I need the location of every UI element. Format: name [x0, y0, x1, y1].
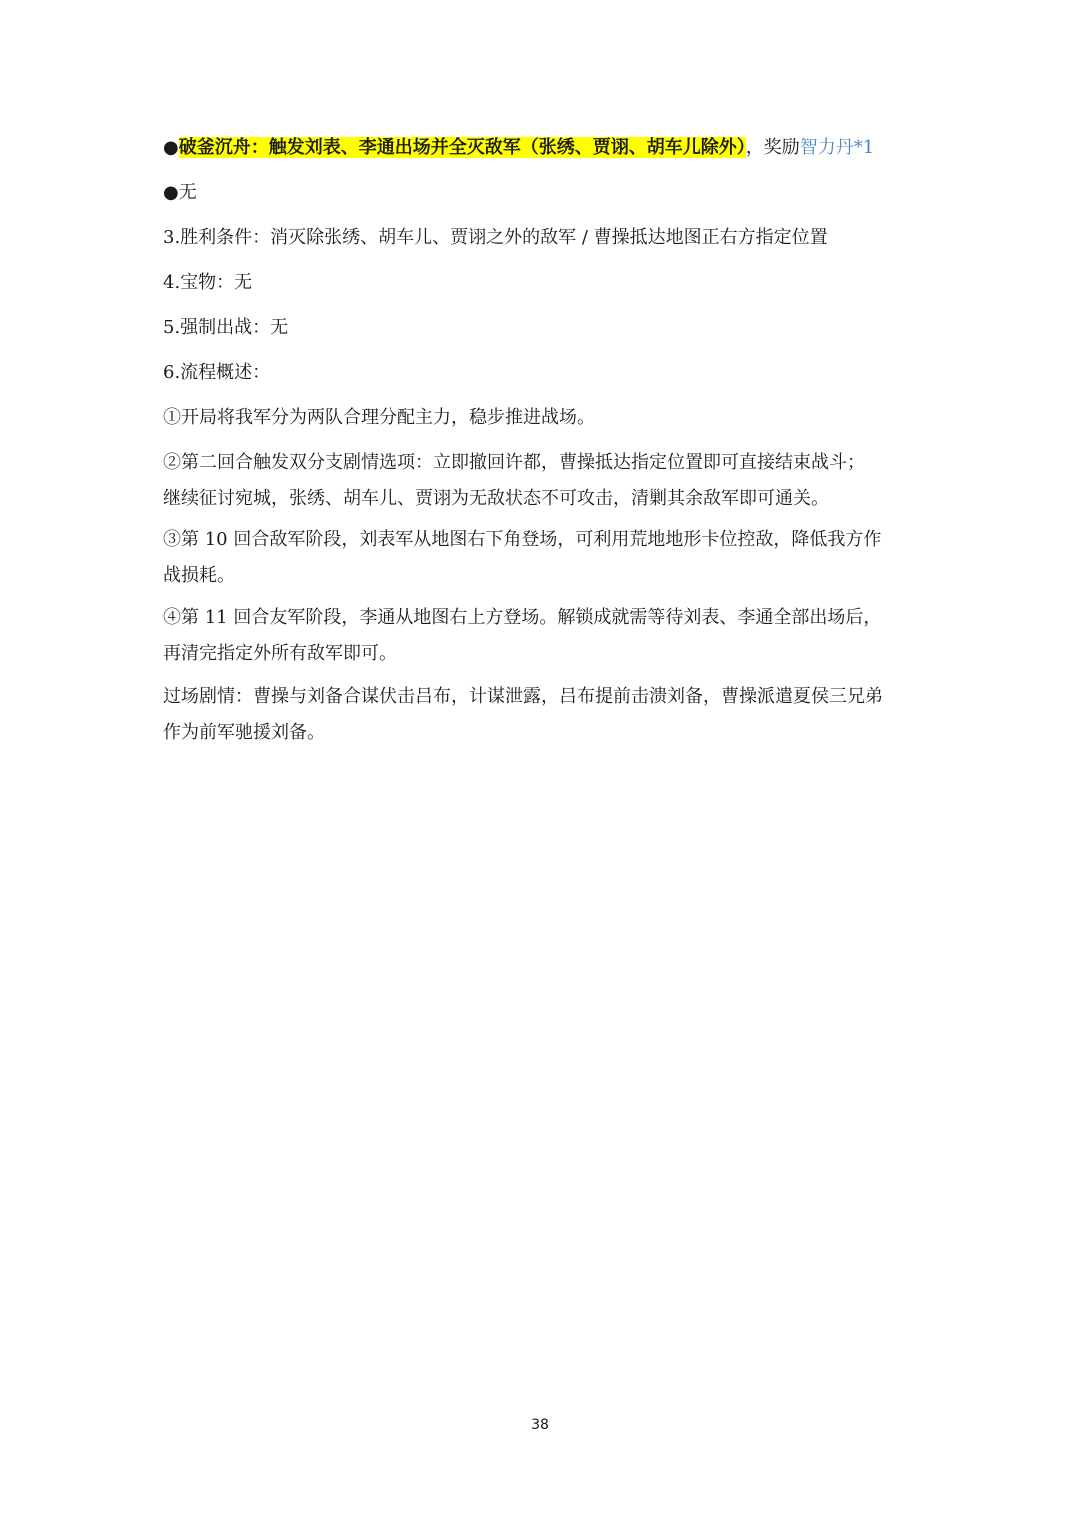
achievement-line: [163, 130, 933, 166]
page-number: 38: [531, 1417, 549, 1433]
cutscene-paragraph: [163, 679, 933, 751]
step-1: [163, 400, 933, 436]
reward-prefix: 奖励: [763, 137, 800, 158]
achievement-highlight: 破釜沉舟：触发刘表、李通出场并全灭敌军（张绣、贾诩、胡车儿除外）: [178, 137, 746, 158]
flow-title: 6.流程概述：: [163, 362, 271, 383]
comma: ，: [745, 137, 764, 158]
cutscene-line: 过场剧情：曹操与刘备合谋伏击吕布，计谋泄露，吕布提前击溃刘备，曹操派遣夏侯三兄弟: [163, 686, 883, 707]
step-2: [163, 445, 933, 517]
step-line: ③第 10 回合敌军阶段，刘表军从地图右下角登场，可利用荒地地形卡位控敌，降低我方作: [163, 529, 882, 550]
treasure-line: 4.宝物：无: [163, 272, 253, 293]
step-line: 继续征讨宛城，张绣、胡车儿、贾诩为无敌状态不可攻击，清剿其余敌军即可通关。: [163, 488, 829, 509]
step-line: ②第二回合触发双分支剧情选项：立即撤回许都，曹操抵达指定位置即可直接结束战斗；: [163, 452, 865, 473]
reward-item: 智力丹*1: [799, 137, 875, 158]
step-line: ①开局将我军分为两队合理分配主力，稳步推进战场。: [163, 407, 595, 428]
forced-deploy-line: 5.强制出战：无: [163, 317, 289, 338]
step-line: 再清完指定外所有敌军即可。: [163, 643, 397, 664]
step-4: [163, 600, 933, 672]
step-line: ④第 11 回合友军阶段，李通从地图右上方登场。解锁成就需等待刘表、李通全部出场后，: [163, 607, 882, 628]
cutscene-line: 作为前军驰援刘备。: [163, 722, 325, 743]
step-line: 战损耗。: [163, 565, 235, 586]
victory-condition: 3.胜利条件：消灭除张绣、胡车儿、贾诩之外的敌军 / 曹操抵达地图正右方指定位置: [163, 227, 828, 248]
step-3: [163, 522, 933, 594]
bullet: ●: [163, 137, 179, 158]
bullet-none-line: ●无: [163, 182, 197, 203]
